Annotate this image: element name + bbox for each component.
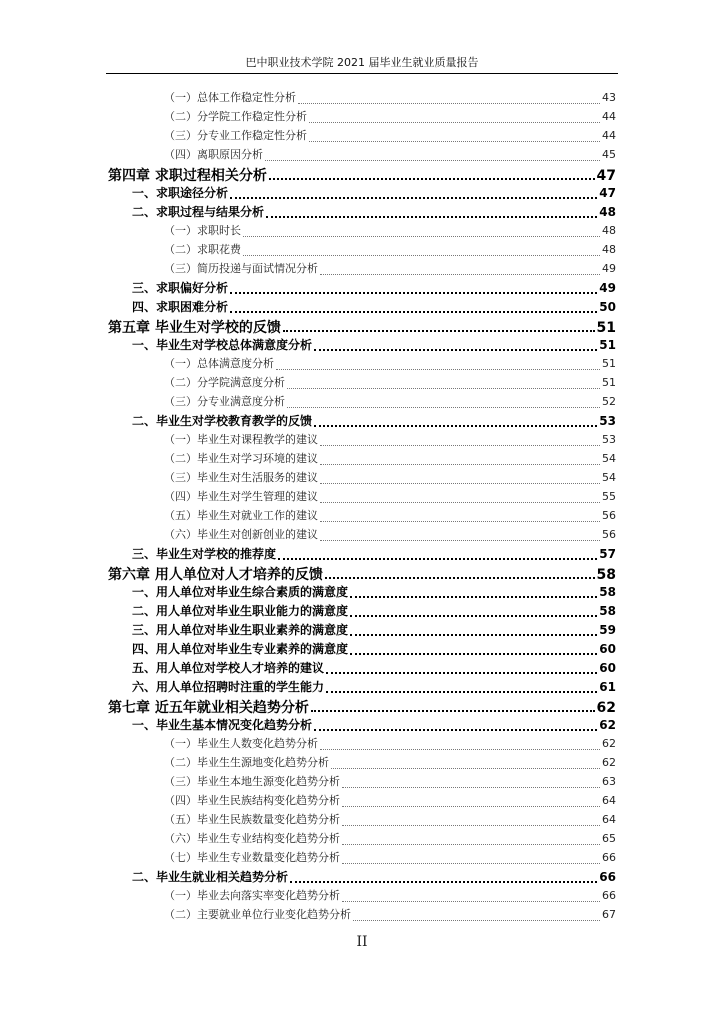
dot-leader [320,274,600,275]
toc-entry-label: （一）毕业生人数变化趋势分析 [164,737,318,750]
dot-leader [331,768,600,769]
toc-entry-label: 二、用人单位对毕业生职业能力的满意度 [132,604,349,618]
toc-entry-page: 44 [602,110,616,123]
dot-leader [314,425,597,427]
toc-entry-label: （二）毕业生对学习环境的建议 [164,452,318,465]
toc-entry[interactable] [108,849,616,868]
toc-entry[interactable] [108,469,616,488]
toc-entry-page: 52 [602,395,616,408]
toc-entry-label: （二）求职花费 [164,243,241,256]
toc-entry-page: 62 [596,700,616,716]
dot-leader [353,920,600,921]
toc-entry[interactable] [108,108,616,127]
toc-entry-page: 63 [602,775,616,788]
toc-entry-label: 六、用人单位招聘时注重的学生能力 [132,680,325,694]
toc-entry[interactable] [108,545,616,564]
toc-entry-page: 47 [596,168,616,184]
toc-entry[interactable] [108,792,616,811]
toc-entry-label: 第七章 近五年就业相关趋势分析 [108,700,309,716]
dot-leader [342,844,600,845]
toc-entry-page: 54 [602,471,616,484]
toc-entry-label: 二、毕业生就业相关趋势分析 [132,870,289,884]
page-header: 巴中职业技术学院 2021 届毕业生就业质量报告 [245,56,479,69]
toc-entry-label: （二）分学院工作稳定性分析 [164,110,307,123]
dot-leader [350,615,597,617]
toc-entry-label: （七）毕业生专业数量变化趋势分析 [164,851,340,864]
dot-leader [298,103,600,104]
toc-entry-page: 61 [599,680,616,694]
dot-leader [342,825,600,826]
toc-entry[interactable] [108,697,616,716]
toc-entry-label: （三）分专业工作稳定性分析 [164,129,307,142]
toc-entry-page: 56 [602,528,616,541]
toc-entry-label: 三、用人单位对毕业生职业素养的满意度 [132,623,349,637]
dot-leader [320,464,600,465]
toc-entry-page: 51 [596,320,616,336]
toc-entry-page: 43 [602,91,616,104]
dot-leader [350,653,597,655]
toc-entry-label: （一）求职时长 [164,224,241,237]
dot-leader [290,881,597,883]
toc-entry-page: 66 [602,851,616,864]
toc-entry-page: 48 [602,224,616,237]
dot-leader [342,787,600,788]
toc-entry[interactable] [108,431,616,450]
toc-entry-label: （一）总体工作稳定性分析 [164,91,296,104]
toc-entry[interactable] [108,811,616,830]
toc-entry-label: 二、毕业生对学校教育教学的反馈 [132,414,313,428]
toc-entry-label: 四、求职困难分析 [132,300,229,314]
toc-entry-label: （六）毕业生专业结构变化趋势分析 [164,832,340,845]
toc-entry-page: 60 [599,661,616,675]
toc-entry-page: 65 [602,832,616,845]
toc-entry-label: （一）毕业生对课程教学的建议 [164,433,318,446]
dot-leader [320,445,600,446]
toc-entry-page: 49 [602,262,616,275]
toc-entry[interactable] [108,127,616,146]
dot-leader [314,729,597,731]
toc-entry-label: 三、毕业生对学校的推荐度 [132,547,277,561]
dot-leader [283,330,595,332]
dot-leader [287,388,600,389]
toc-entry-label: （四）离职原因分析 [164,148,263,161]
dot-leader [269,178,595,180]
toc-entry-page: 58 [596,567,616,583]
toc-entry[interactable] [108,488,616,507]
toc-entry[interactable] [108,298,616,317]
dot-leader [311,710,595,712]
toc-entry[interactable] [108,260,616,279]
toc-entry-label: 第五章 毕业生对学校的反馈 [108,320,281,336]
toc-entry-page: 54 [602,452,616,465]
toc-entry-page: 62 [602,737,616,750]
toc-entry[interactable] [108,773,616,792]
toc-entry[interactable] [108,906,616,925]
toc-entry-label: （一）毕业去向落实率变化趋势分析 [164,889,340,902]
toc-entry[interactable] [108,621,616,640]
dot-leader [278,558,597,560]
toc-entry-label: 一、毕业生对学校总体满意度分析 [132,338,313,352]
toc-entry-page: 66 [599,870,616,884]
toc-entry[interactable] [108,165,616,184]
dot-leader [230,311,597,313]
toc-entry[interactable] [108,374,616,393]
toc-entry-label: （三）分专业满意度分析 [164,395,285,408]
dot-leader [350,596,597,598]
dot-leader [342,863,600,864]
toc-entry-label: 第六章 用人单位对人才培养的反馈 [108,567,323,583]
toc-entry-label: （四）毕业生对学生管理的建议 [164,490,318,503]
dot-leader [320,540,600,541]
toc-entry-page: 45 [602,148,616,161]
toc-entry-label: 一、用人单位对毕业生综合素质的满意度 [132,585,349,599]
dot-leader [230,197,597,199]
toc-entry-page: 66 [602,889,616,902]
toc-entry-page: 59 [599,623,616,637]
toc-entry[interactable] [108,184,616,203]
toc-entry-label: 一、求职途径分析 [132,186,229,200]
toc-entry-page: 53 [599,414,616,428]
toc-entry-page: 48 [602,243,616,256]
dot-leader [342,806,600,807]
toc-entry-page: 51 [599,338,616,352]
toc-entry-page: 62 [602,756,616,769]
dot-leader [350,634,597,636]
dot-leader [243,236,600,237]
toc-entry[interactable] [108,602,616,621]
toc-entry-label: （二）毕业生生源地变化趋势分析 [164,756,329,769]
toc-entry-page: 67 [602,908,616,921]
dot-leader [342,901,600,902]
toc-entry[interactable] [108,887,616,906]
dot-leader [230,292,597,294]
dot-leader [265,160,600,161]
toc-entry[interactable] [108,754,616,773]
toc-entry[interactable] [108,583,616,602]
toc-entry-label: （六）毕业生对创新创业的建议 [164,528,318,541]
dot-leader [287,407,600,408]
toc-entry[interactable] [108,640,616,659]
toc-entry[interactable] [108,564,616,583]
toc-entry[interactable] [108,868,616,887]
toc-entry-page: 47 [599,186,616,200]
toc-entry[interactable] [108,89,616,108]
toc-entry-label: （四）毕业生民族结构变化趋势分析 [164,794,340,807]
toc-entry-page: 64 [602,813,616,826]
toc-entry-page: 51 [602,376,616,389]
page-number: II [356,934,368,950]
toc-entry-label: （五）毕业生对就业工作的建议 [164,509,318,522]
toc-entry[interactable] [108,412,616,431]
dot-leader [320,483,600,484]
toc-entry-label: 五、用人单位对学校人才培养的建议 [132,661,325,675]
dot-leader [326,672,597,674]
toc-entry[interactable] [108,830,616,849]
toc-entry[interactable] [108,659,616,678]
toc-entry-label: 第四章 求职过程相关分析 [108,168,267,184]
toc-entry[interactable] [108,450,616,469]
toc-entry-page: 57 [599,547,616,561]
toc-entry-label: 二、求职过程与结果分析 [132,205,265,219]
toc-entry[interactable] [108,241,616,260]
toc-entry[interactable] [108,355,616,374]
table-of-contents [108,89,616,925]
toc-entry-label: （二）分学院满意度分析 [164,376,285,389]
dot-leader [309,141,600,142]
dot-leader [243,255,600,256]
toc-entry-page: 48 [599,205,616,219]
toc-entry-page: 56 [602,509,616,522]
toc-entry-page: 60 [599,642,616,656]
dot-leader [314,349,597,351]
toc-entry[interactable] [108,146,616,165]
toc-entry[interactable] [108,393,616,412]
toc-entry-page: 53 [602,433,616,446]
toc-entry[interactable] [108,222,616,241]
dot-leader [309,122,600,123]
toc-entry[interactable] [108,279,616,298]
toc-entry-page: 58 [599,585,616,599]
toc-entry-label: （三）毕业生对生活服务的建议 [164,471,318,484]
toc-entry-page: 58 [599,604,616,618]
dot-leader [320,521,600,522]
toc-entry[interactable] [108,735,616,754]
toc-entry[interactable] [108,507,616,526]
toc-entry[interactable] [108,203,616,222]
dot-leader [326,691,597,693]
toc-entry[interactable] [108,716,616,735]
toc-entry-page: 55 [602,490,616,503]
toc-entry-label: （一）总体满意度分析 [164,357,274,370]
toc-entry[interactable] [108,526,616,545]
dot-leader [320,749,600,750]
toc-entry-page: 51 [602,357,616,370]
header-rule [106,73,618,74]
toc-entry-label: （三）毕业生本地生源变化趋势分析 [164,775,340,788]
toc-entry-label: 四、用人单位对毕业生专业素养的满意度 [132,642,349,656]
toc-entry-label: （二）主要就业单位行业变化趋势分析 [164,908,351,921]
dot-leader [276,369,600,370]
toc-entry[interactable] [108,336,616,355]
dot-leader [320,502,600,503]
toc-entry-page: 64 [602,794,616,807]
toc-entry-label: 三、求职偏好分析 [132,281,229,295]
toc-entry-label: （三）简历投递与面试情况分析 [164,262,318,275]
toc-entry-page: 62 [599,718,616,732]
toc-entry-label: （五）毕业生民族数量变化趋势分析 [164,813,340,826]
toc-entry-page: 50 [599,300,616,314]
toc-entry-page: 44 [602,129,616,142]
toc-entry[interactable] [108,678,616,697]
toc-entry-page: 49 [599,281,616,295]
toc-entry-label: 一、毕业生基本情况变化趋势分析 [132,718,313,732]
toc-entry[interactable] [108,317,616,336]
dot-leader [266,216,597,218]
dot-leader [325,577,595,579]
